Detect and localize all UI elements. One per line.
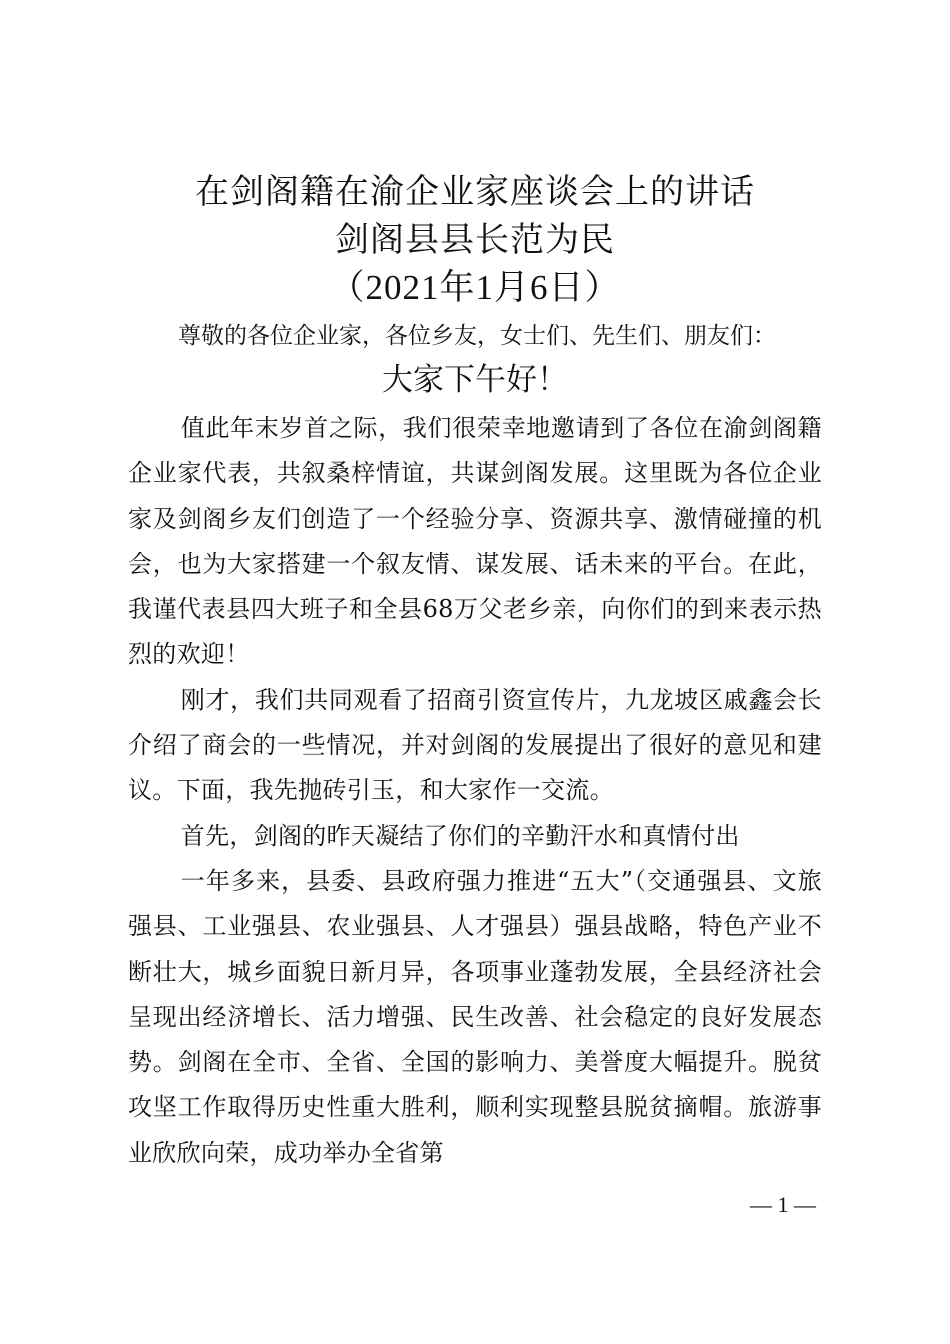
paragraph-introduction: 刚才，我们共同观看了招商引资宣传片，九龙坡区戚鑫会长介绍了商会的一些情况，并对剑阁的发展提出了很好的意见和建议。下面，我先抛砖引玉，和大家作一交流。 (128, 685, 822, 805)
speech-date: （2021年1月6日） (329, 268, 621, 307)
paragraph-achievements: 一年多来，县委、县政府强力推进“五大”（交通强县、文旅强县、工业强县、农业强县、人才强县）强县战略，特色产业不断壮大，城乡面貌日新月异，各项事业蓬勃发展，全县经济社会呈现出经济增长、活力增强、民生改善、社会稳定的良好发展态势。剑阁在全市、全省、全国的影响力、美誉度大幅提升。脱贫攻坚工作取得历史性重大胜利，顺利实现整县脱贫摘帽。旅游事业欣欣向荣，成功举办全省第 (128, 866, 822, 1167)
salutation: 尊敬的各位企业家，各位乡友，女士们、先生们、朋友们： (178, 323, 776, 349)
speaker-line: 剑阁县县长范为民 (335, 220, 615, 260)
speech-title: 在剑阁籍在渝企业家座谈会上的讲话 (195, 172, 755, 212)
paragraph-welcome: 值此年末岁首之际，我们很荣幸地邀请到了各位在渝剑阁籍企业家代表，共叙桑梓情谊，共谋剑阁发展。这里既为各位企业家及剑阁乡友们创造了一个经验分享、资源共享、激情碰撞的机会，也为大家搭建一个叙友情、谋发展、话未来的平台。在此，我谨代表县四大班子和全县68万父老乡亲，向你们的到来表示热烈的欢迎！ (128, 414, 822, 669)
section-heading-first: 首先，剑阁的昨天凝结了你们的辛勤汗水和真情付出 (180, 821, 740, 850)
speech-body (128, 406, 822, 1176)
page-number: — 1 — (750, 1192, 816, 1217)
greeting: 大家下午好！ (382, 362, 568, 398)
